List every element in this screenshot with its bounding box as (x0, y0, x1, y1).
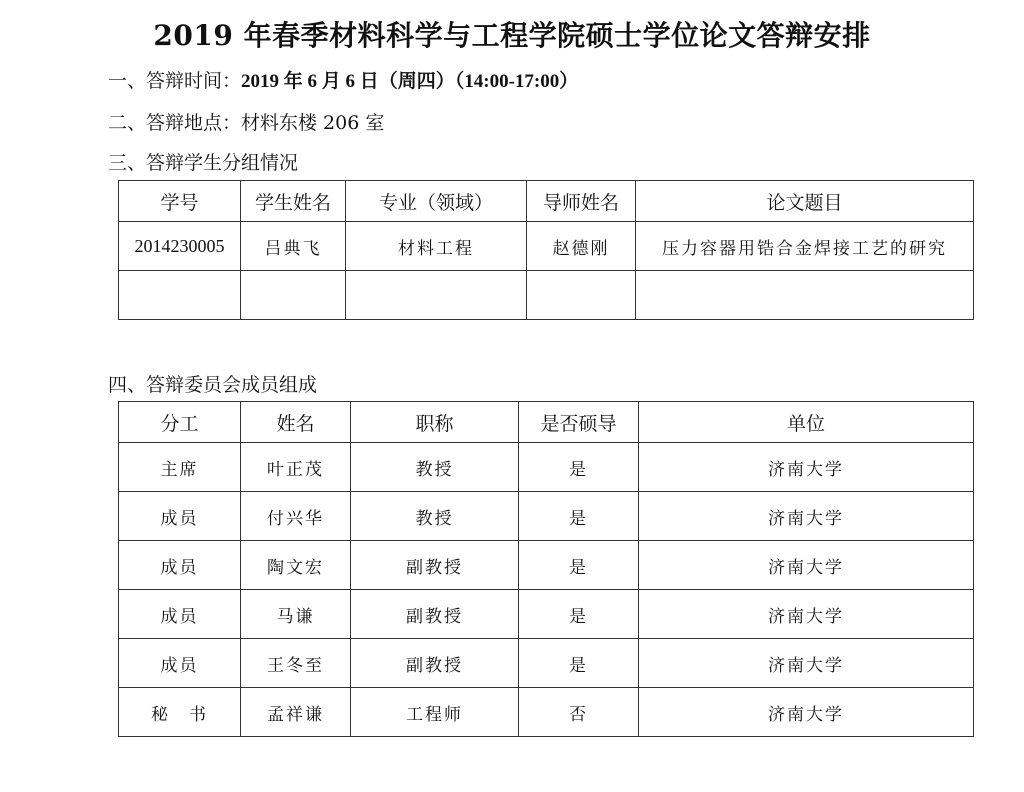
table-row (119, 541, 974, 590)
student-grouping-heading: 三、答辩学生分组情况 (108, 152, 299, 174)
defense-location-value: 材料东楼 206 室 (241, 112, 385, 134)
title-cell: 教授 (351, 492, 519, 541)
is-advisor-cell: 否 (519, 688, 639, 737)
header-cell: 学号 (119, 181, 241, 222)
defense-time-label: 一、答辩时间： (108, 70, 242, 92)
thesis-title-cell: 压力容器用锆合金焊接工艺的研究 (636, 222, 974, 271)
thesis-title-cell (636, 271, 974, 320)
member-name-cell: 陶文宏 (241, 541, 351, 590)
defense-location-label: 二、答辩地点： (108, 112, 242, 134)
title-cell: 教授 (351, 443, 519, 492)
is-advisor-cell: 是 (519, 639, 639, 688)
unit-cell: 济南大学 (639, 492, 974, 541)
title-cell: 副教授 (351, 590, 519, 639)
is-advisor-cell: 是 (519, 443, 639, 492)
committee-heading: 四、答辩委员会成员组成 (108, 374, 318, 396)
header-cell: 姓名 (241, 402, 351, 443)
is-advisor-cell: 是 (519, 492, 639, 541)
role-cell: 主席 (119, 443, 241, 492)
header-cell: 分工 (119, 402, 241, 443)
student-name-cell: 吕典飞 (241, 222, 346, 271)
student-id-cell: 2014230005 (119, 222, 241, 271)
header-cell: 论文题目 (636, 181, 974, 222)
table-row (119, 443, 974, 492)
advisor-cell: 赵德刚 (527, 222, 636, 271)
unit-cell: 济南大学 (639, 541, 974, 590)
student-name-cell (241, 271, 346, 320)
header-cell: 专业（领域） (346, 181, 527, 222)
table-row (119, 492, 974, 541)
committee-table (118, 401, 974, 737)
table-row (119, 271, 974, 320)
header-cell: 单位 (639, 402, 974, 443)
unit-cell: 济南大学 (639, 639, 974, 688)
defense-time-value: 2019 年 6 月 6 日（周四）（14:00-17:00） (241, 71, 579, 92)
student-table (118, 180, 974, 320)
student-table-header (119, 181, 974, 222)
title-cell: 工程师 (351, 688, 519, 737)
table-row (119, 590, 974, 639)
member-name-cell: 孟祥谦 (241, 688, 351, 737)
defense-time (108, 66, 578, 93)
defense-location (108, 108, 384, 135)
unit-cell: 济南大学 (639, 443, 974, 492)
unit-cell: 济南大学 (639, 590, 974, 639)
member-name-cell: 叶正茂 (241, 443, 351, 492)
committee-table-header (119, 402, 974, 443)
major-cell (346, 271, 527, 320)
title-cell: 副教授 (351, 541, 519, 590)
table-row (119, 222, 974, 271)
member-name-cell: 付兴华 (241, 492, 351, 541)
role-cell: 成员 (119, 492, 241, 541)
header-cell: 职称 (351, 402, 519, 443)
unit-cell: 济南大学 (639, 688, 974, 737)
role-cell: 秘 书 (119, 688, 241, 737)
header-cell: 是否硕导 (519, 402, 639, 443)
header-cell: 学生姓名 (241, 181, 346, 222)
student-id-cell (119, 271, 241, 320)
role-cell: 成员 (119, 639, 241, 688)
is-advisor-cell: 是 (519, 541, 639, 590)
role-cell: 成员 (119, 541, 241, 590)
member-name-cell: 马谦 (241, 590, 351, 639)
member-name-cell: 王冬至 (241, 639, 351, 688)
role-cell: 成员 (119, 590, 241, 639)
table-row (119, 639, 974, 688)
page-title: 2019 年春季材料科学与工程学院硕士学位论文答辩安排 (153, 19, 871, 52)
major-cell: 材料工程 (346, 222, 527, 271)
header-cell: 导师姓名 (527, 181, 636, 222)
title-cell: 副教授 (351, 639, 519, 688)
table-row (119, 688, 974, 737)
advisor-cell (527, 271, 636, 320)
is-advisor-cell: 是 (519, 590, 639, 639)
